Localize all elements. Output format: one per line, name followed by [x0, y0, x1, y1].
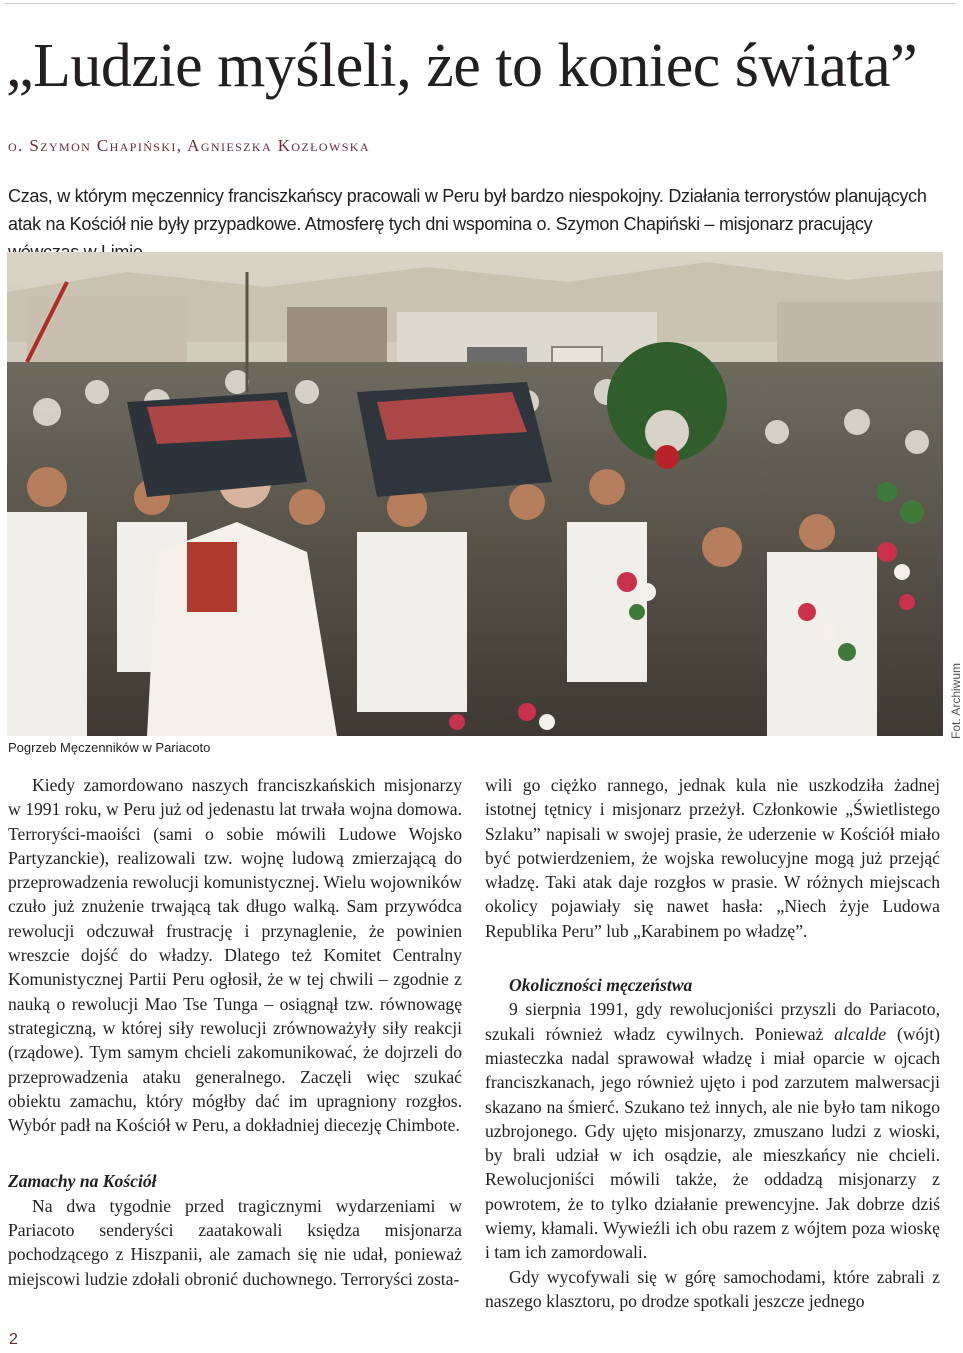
- right-column: [485, 773, 940, 1313]
- paragraph: Kiedy zamordowano naszych franciszkańskich misjonarzy w 1991 roku, w Peru już od jedenastu lat trwała wojna domowa. Terroryści-maoiści (sami o sobie mówili Ludowe Wojsko Partyzanckie), realizowali tzw. wojnę ludową zmierzającą do przeprowadzenia rewolucji komunistycznej. Wielu wojowników czuło już znużenie trwającą tak długo walką. Sam przywódca rewolucji odczuwał frustrację i przynaglenie, że powinien wreszcie dojść do władzy. Dlatego też Komitet Centralny Komunistycznej Partii Peru ogłosił, że w tej chwili – zgodnie z nauką o rewolucji Mao Tse Tunga – osiągnął tzw. równowagę strategiczną, w której siły rewolucji zrównoważyły siły reakcji (rządowe). Tym samym chcieli zakomunikować, że dojrzeli do przeprowadzenia ataku generalnego. Zaczęli więc szukać obiektu zamachu, który mógłby dać im upragniony rozgłos. Wybór padł na Kościół w Peru, a dokładniej diecezję Chimbote.: [8, 775, 462, 1136]
- italic-term: alcalde: [834, 1023, 887, 1044]
- paragraph: Gdy wycofywali się w górę samochodami, które zabrali z naszego klasztoru, po drodze spotkali jeszcze jednego: [485, 1266, 940, 1311]
- photo-credit: Fot. Archiwum: [949, 662, 963, 739]
- funeral-photo: [7, 252, 943, 736]
- article-title: „Ludzie myśleli, że to koniec świata”: [6, 32, 918, 100]
- article-authors: o. Szymon Chapiński, Agnieszka Kozłowska: [8, 136, 370, 155]
- section-heading: Okoliczności męczeństwa: [509, 975, 693, 996]
- top-rule: [4, 3, 956, 4]
- photo-caption: Pogrzeb Męczenników w Pariacoto: [8, 740, 211, 755]
- paragraph: wili go ciężko rannego, jednak kula nie uszkodziła żadnej istotnej tętnicy i misjonarz przeżył. Członkowie „Świetlistego Szlaku” napisali w swojej prasie, że uderzenie w Kościół miało być potwierdzeniem, że wojska rewolucyjne mogą już przejąć władzę. Taki atak daje rozgłos w prasie. W różnych miejscach okolicy pojawiały się nawet hasła: „Niech żyje Ludowa Republika Peru” lub „Karabinem po władzę”.: [485, 775, 940, 941]
- paragraph: [485, 997, 940, 1264]
- page-number: 2: [9, 1331, 18, 1348]
- section-heading: Zamachy na Kościół: [8, 1171, 157, 1192]
- left-column: [8, 773, 462, 1291]
- paragraph: Na dwa tygodnie przed tragicznymi wydarzeniami w Pariacoto senderyści zaatakowali księdza misjonarza pochodzącego z Hiszpanii, ale zamach się nie udał, ponieważ miejscowi ludzie zdołali obronić duchownego. Terroryści zosta-: [8, 1195, 462, 1289]
- article-lead: Czas, w którym męczennicy franciszkańscy pracowali w Peru był bardzo niespokojny. Działania terrorystów planujących atak na Kościół nie były przypadkowe. Atmosferę tych dni wspomina o. Szymon Chapiński – misjonarz pracujący: [8, 186, 927, 234]
- paragraph-text: (wójt) miasteczka nadal sprawował władzę i miał oparcie w ojcach franciszkanach, jego również ujęto i pod zarzutem malwersacji skazano na śmierć. Szukano też innych, ale nie było tam nikogo uzbrojonego. Gdy ujęto misjonarzy, zmuszano ludzi z wioski, by brali udział w ich osądzie, ale mieszkańcy nie chcieli. Rewolucjoniści mówili także, że oddadzą misjonarzy z powrotem, że to tylko działanie prewencyjne. Jak dobrze dziś wiemy, kłamali. Wywieźli ich obu razem z wójtem poza wioskę i tam ich zamordowali.: [485, 1023, 940, 1263]
- paragraph-text: 9 sierpnia 1991, gdy rewolucjoniści przyszli do Pariacoto, szukali również władz cywilnych. Ponieważ: [485, 999, 940, 1044]
